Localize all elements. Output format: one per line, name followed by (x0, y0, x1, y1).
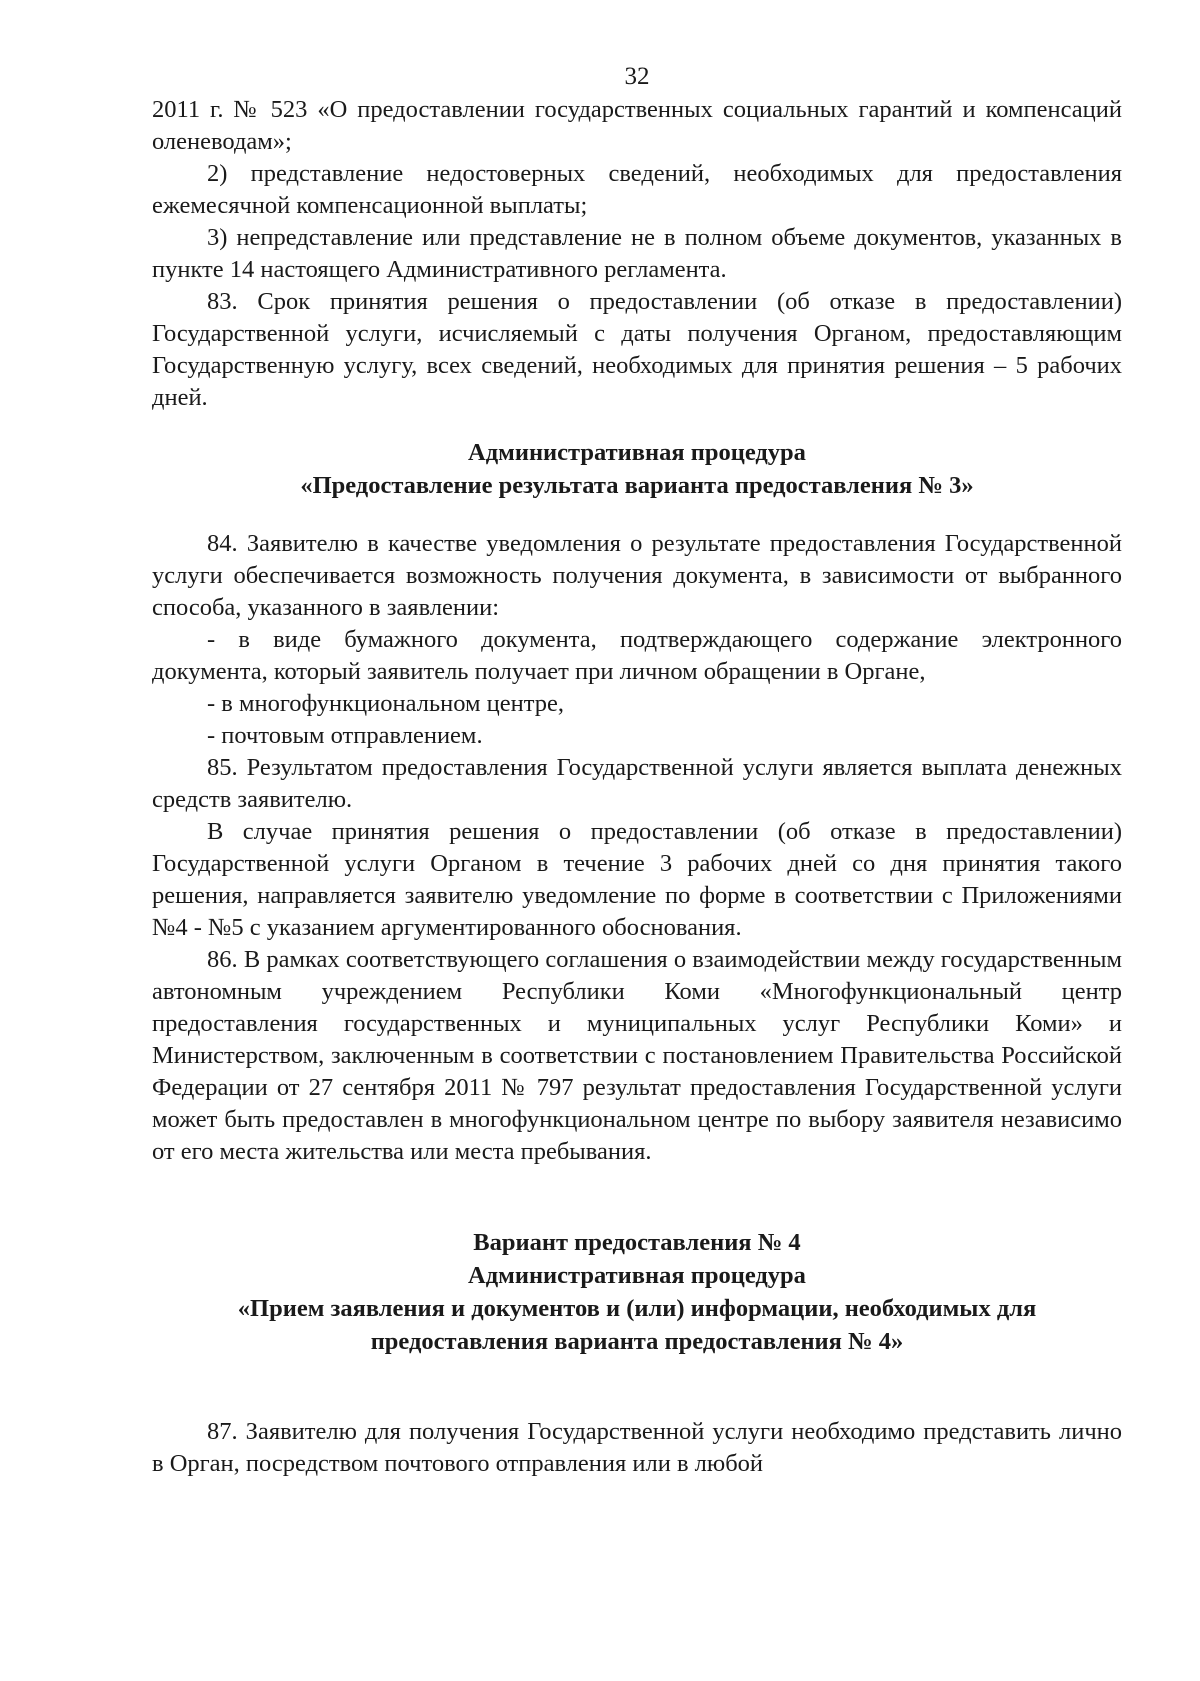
paragraph: 2) представление недостоверных сведений, необходимых для предоставления ежемесячной компенсационной выплаты; (152, 160, 1122, 219)
list-item: - почтовым отправлением. (207, 722, 483, 749)
paragraph: 84. Заявителю в качестве уведомления о результате предоставления Государственной услуги обеспечивается возможность получения документа, в зависимости от выбранного способа, указанного в заявлении: (152, 530, 1122, 621)
document-page (152, 62, 1122, 1480)
page-number: 32 (624, 63, 650, 90)
paragraph: 3) непредставление или представление не в полном объеме документов, указанных в пункте 14 настоящего Административного регламента. (152, 224, 1122, 283)
paragraph: 87. Заявителю для получения Государственной услуги необходимо представить лично в Орган, посредством почтового отправления или в любой (152, 1418, 1122, 1477)
section-heading-1 (152, 436, 1122, 502)
paragraph: В случае принятия решения о предоставлении (об отказе в предоставлении) Государственной услуги Органом в течение 3 рабочих дней со дня принятия такого решения, направляется заявителю уведомление по форме в соответствии с Приложениями №4 - №5 с указанием аргументированного обоснования. (152, 818, 1122, 941)
section-heading-2 (152, 1226, 1122, 1358)
bottom-section (152, 1416, 1122, 1480)
top-section (152, 94, 1122, 414)
heading-line: «Предоставление результата варианта предоставления № 3» (300, 472, 974, 499)
heading-line: Административная процедура (468, 439, 806, 466)
paragraph: 83. Срок принятия решения о предоставлении (об отказе в предоставлении) Государственной услуги, исчисляемый с даты получения Органом, предоставляющим Государственную услугу, всех сведений, необходимых для принятия решения – 5 рабочих дней. (152, 288, 1122, 411)
paragraph: 2011 г. № 523 «О предоставлении государственных социальных гарантий и компенсаций оленеводам»; (152, 96, 1122, 155)
middle-section (152, 528, 1122, 1168)
paragraph: 85. Результатом предоставления Государственной услуги является выплата денежных средств заявителю. (152, 754, 1122, 813)
paragraph: 86. В рамках соответствующего соглашения о взаимодействии между государственным автономным учреждением Республики Коми «Многофункциональный центр предоставления государственных и муниципальных услуг Республики Коми» и Министерством, заключенным в соответствии с постановлением Правительства Российской Федерации от 27 сентября 2011 № 797 результат предоставления Государственной услуги может быть предоставлен в многофункциональном центре по выбору заявителя независимо от его места жительства или места пребывания. (152, 946, 1122, 1165)
heading-line: Административная процедура (468, 1262, 806, 1289)
list-item: - в виде бумажного документа, подтверждающего содержание электронного документа, который заявитель получает при личном обращении в Органе, (152, 626, 1122, 685)
heading-line: Вариант предоставления № 4 (473, 1229, 801, 1256)
heading-line: «Прием заявления и документов и (или) информации, необходимых для предоставления варианта предоставления № 4» (237, 1295, 1037, 1355)
list-item: - в многофункциональном центре, (207, 690, 565, 717)
